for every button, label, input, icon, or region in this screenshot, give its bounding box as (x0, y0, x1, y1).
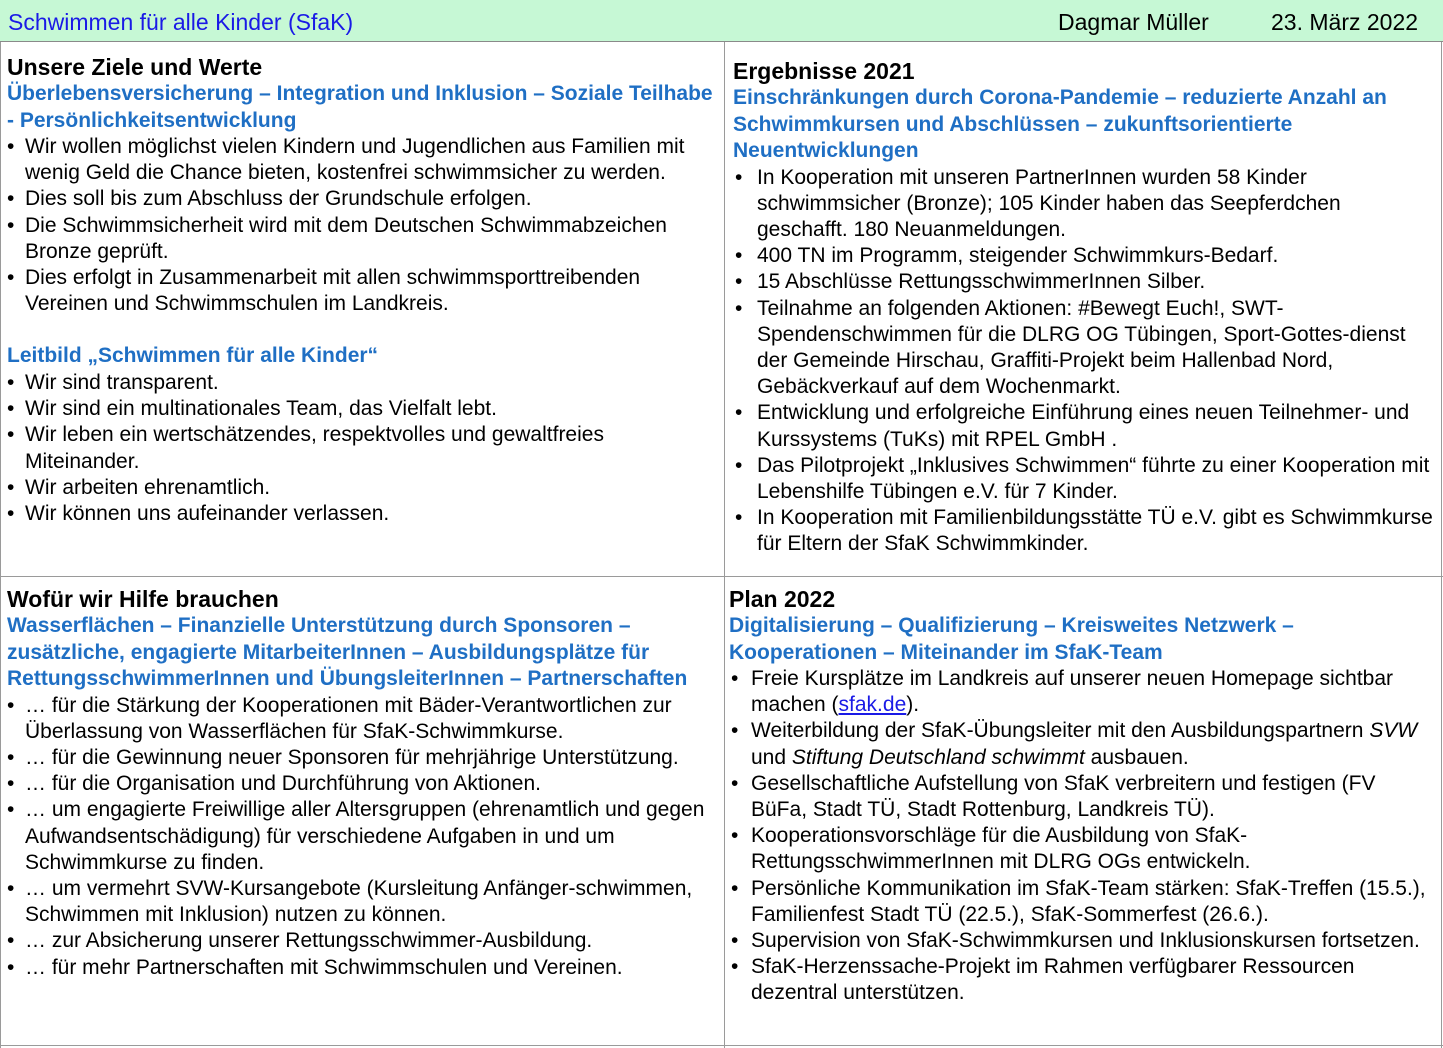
list-item: • In Kooperation mit Familienbildungsstätte TÜ e.V. gibt es Schwimmkurse für Eltern der SfaK Schwimmkinder. (733, 505, 1433, 557)
list-item: • Wir leben ein wertschätzendes, respektvolles und gewaltfreies Miteinander. (7, 422, 719, 474)
document-date: 23. März 2022 (1271, 9, 1419, 35)
help-heading: Wofür wir Hilfe brauchen (7, 586, 279, 612)
section-help (7, 585, 719, 981)
list-item: • Wir arbeiten ehrenamtlich. (7, 475, 719, 501)
plan-heading: Plan 2022 (729, 586, 836, 612)
plan-list (729, 666, 1435, 1007)
results-list (733, 165, 1433, 558)
list-item: • Gesellschaftliche Aufstellung von SfaK verbreitern und festigen (FV BüFa, Stadt TÜ, Stadt Rottenburg, Landkreis TÜ). (729, 771, 1435, 823)
list-item: • Wir wollen möglichst vielen Kindern und Jugendlichen aus Familien mit wenig Geld die Chance bieten, kostenfrei schwimmsicher zu werden. (7, 134, 719, 186)
list-item: • … für die Organisation und Durchführung von Aktionen. (7, 771, 719, 797)
list-item: • SfaK-Herzenssache-Projekt im Rahmen verfügbarer Ressourcen dezentral unterstützen. (729, 954, 1435, 1006)
grid-line-vertical (724, 42, 725, 1048)
list-item: • Supervision von SfaK-Schwimmkursen und Inklusionskursen fortsetzen. (729, 928, 1435, 954)
list-item: • 400 TN im Programm, steigender Schwimmkurs-Bedarf. (733, 243, 1433, 269)
mission-heading: Leitbild „Schwimmen für alle Kinder“ (7, 344, 379, 368)
section-results (733, 57, 1433, 558)
goals-heading: Unsere Ziele und Werte (7, 54, 263, 80)
section-plan (729, 585, 1435, 1007)
list-item: • Kooperationsvorschläge für die Ausbildung von SfaK-RettungsschwimmerInnen mit DLRG OGs entwickeln. (729, 823, 1435, 875)
list-item: • Entwicklung und erfolgreiche Einführung eines neuen Teilnehmer- und Kurssystems (TuKs) mit RPEL GmbH . (733, 400, 1433, 452)
homepage-link[interactable]: sfak.de (838, 693, 907, 717)
section-goals (7, 53, 719, 527)
plan-subheading: Digitalisierung – Qualifizierung – Kreisweites Netzwerk – Kooperationen – Miteinander im SfaK-Team (729, 614, 1294, 664)
list-item: • Wir sind transparent. (7, 370, 719, 396)
list-item: • Weiterbildung der SfaK-Übungsleiter mit den Ausbildungspartnern SVW und Stiftung Deutschland schwimmt ausbauen. (729, 718, 1435, 770)
list-item: • Das Pilotprojekt „Inklusives Schwimmen“ führte zu einer Kooperation mit Lebenshilfe Tübingen e.V. für 7 Kinder. (733, 453, 1433, 505)
list-item: • … um vermehrt SVW-Kursangebote (Kursleitung Anfänger-schwimmen, Schwimmen mit Inklusion) nutzen zu können. (7, 876, 719, 928)
grid-line-horizontal (0, 576, 1443, 577)
list-item: • Wir sind ein multinationales Team, das Vielfalt lebt. (7, 396, 719, 422)
goals-subheading: Überlebensversicherung – Integration und Inklusion – Soziale Teilhabe - Persönlichkeitsentwicklung (7, 82, 713, 132)
grid-line-right (1441, 42, 1442, 1048)
list-item: • Teilnahme an folgenden Aktionen: #Bewegt Euch!, SWT-Spendenschwimmen für die DLRG OG Tübingen, Sport-Gottes-dienst der Gemeinde Hirschau, Graffiti-Projekt beim Hallenbad Nord, Gebäckverkauf auf dem Wochenmarkt. (733, 296, 1433, 401)
grid-line-bottom (0, 1045, 1443, 1046)
mission-list (7, 370, 719, 527)
results-heading: Ergebnisse 2021 (733, 58, 915, 84)
goals-list (7, 134, 719, 317)
list-item: • … für die Gewinnung neuer Sponsoren für mehrjährige Unterstützung. (7, 745, 719, 771)
list-item: • … für die Stärkung der Kooperationen mit Bäder-Verantwortlichen zur Überlassung von Wasserflächen für SfaK-Schwimmkurse. (7, 693, 719, 745)
list-item: • … um engagierte Freiwillige aller Altersgruppen (ehrenamtlich und gegen Aufwandsentschädigung) für verschiedene Aufgaben in und um Schwimmkurse zu finden. (7, 797, 719, 876)
list-item: • … für mehr Partnerschaften mit Schwimmschulen und Vereinen. (7, 955, 719, 981)
list-item: • Freie Kursplätze im Landkreis auf unserer neuen Homepage sichtbar machen (sfak.de). (729, 666, 1435, 718)
list-item: • Dies soll bis zum Abschluss der Grundschule erfolgen. (7, 186, 719, 212)
list-item: • In Kooperation mit unseren PartnerInnen wurden 58 Kinder schwimmsicher (Bronze); 105 Kinder haben das Seepferdchen geschafft. 180 Neuanmeldungen. (733, 165, 1433, 244)
results-subheading: Einschränkungen durch Corona-Pandemie – reduzierte Anzahl an Schwimmkursen und Abschlüssen – zukunftsorientierte Neuentwicklungen (733, 86, 1387, 162)
grid-line-left (0, 42, 1, 1048)
list-item: • Wir können uns aufeinander verlassen. (7, 501, 719, 527)
help-list (7, 693, 719, 981)
document-title: Schwimmen für alle Kinder (SfaK) (8, 9, 354, 35)
list-item: • 15 Abschlüsse RettungsschwimmerInnen Silber. (733, 269, 1433, 295)
list-item: • Persönliche Kommunikation im SfaK-Team stärken: SfaK-Treffen (15.5.), Familienfest Stadt TÜ (22.5.), SfaK-Sommerfest (26.6.). (729, 876, 1435, 928)
list-item: • Dies erfolgt in Zusammenarbeit mit allen schwimmsporttreibenden Vereinen und Schwimmschulen im Landkreis. (7, 265, 719, 317)
header-bar (0, 0, 1443, 42)
help-subheading: Wasserflächen – Finanzielle Unterstützung durch Sponsoren – zusätzliche, engagierte MitarbeiterInnen – Ausbildungsplätze für RettungsschwimmerInnen und ÜbungsleiterInnen – Partnerschaften (7, 614, 688, 690)
list-item: • … zur Absicherung unserer Rettungsschwimmer-Ausbildung. (7, 928, 719, 954)
list-item: • Die Schwimmsicherheit wird mit dem Deutschen Schwimmabzeichen Bronze geprüft. (7, 213, 719, 265)
author-name: Dagmar Müller (1058, 9, 1209, 35)
